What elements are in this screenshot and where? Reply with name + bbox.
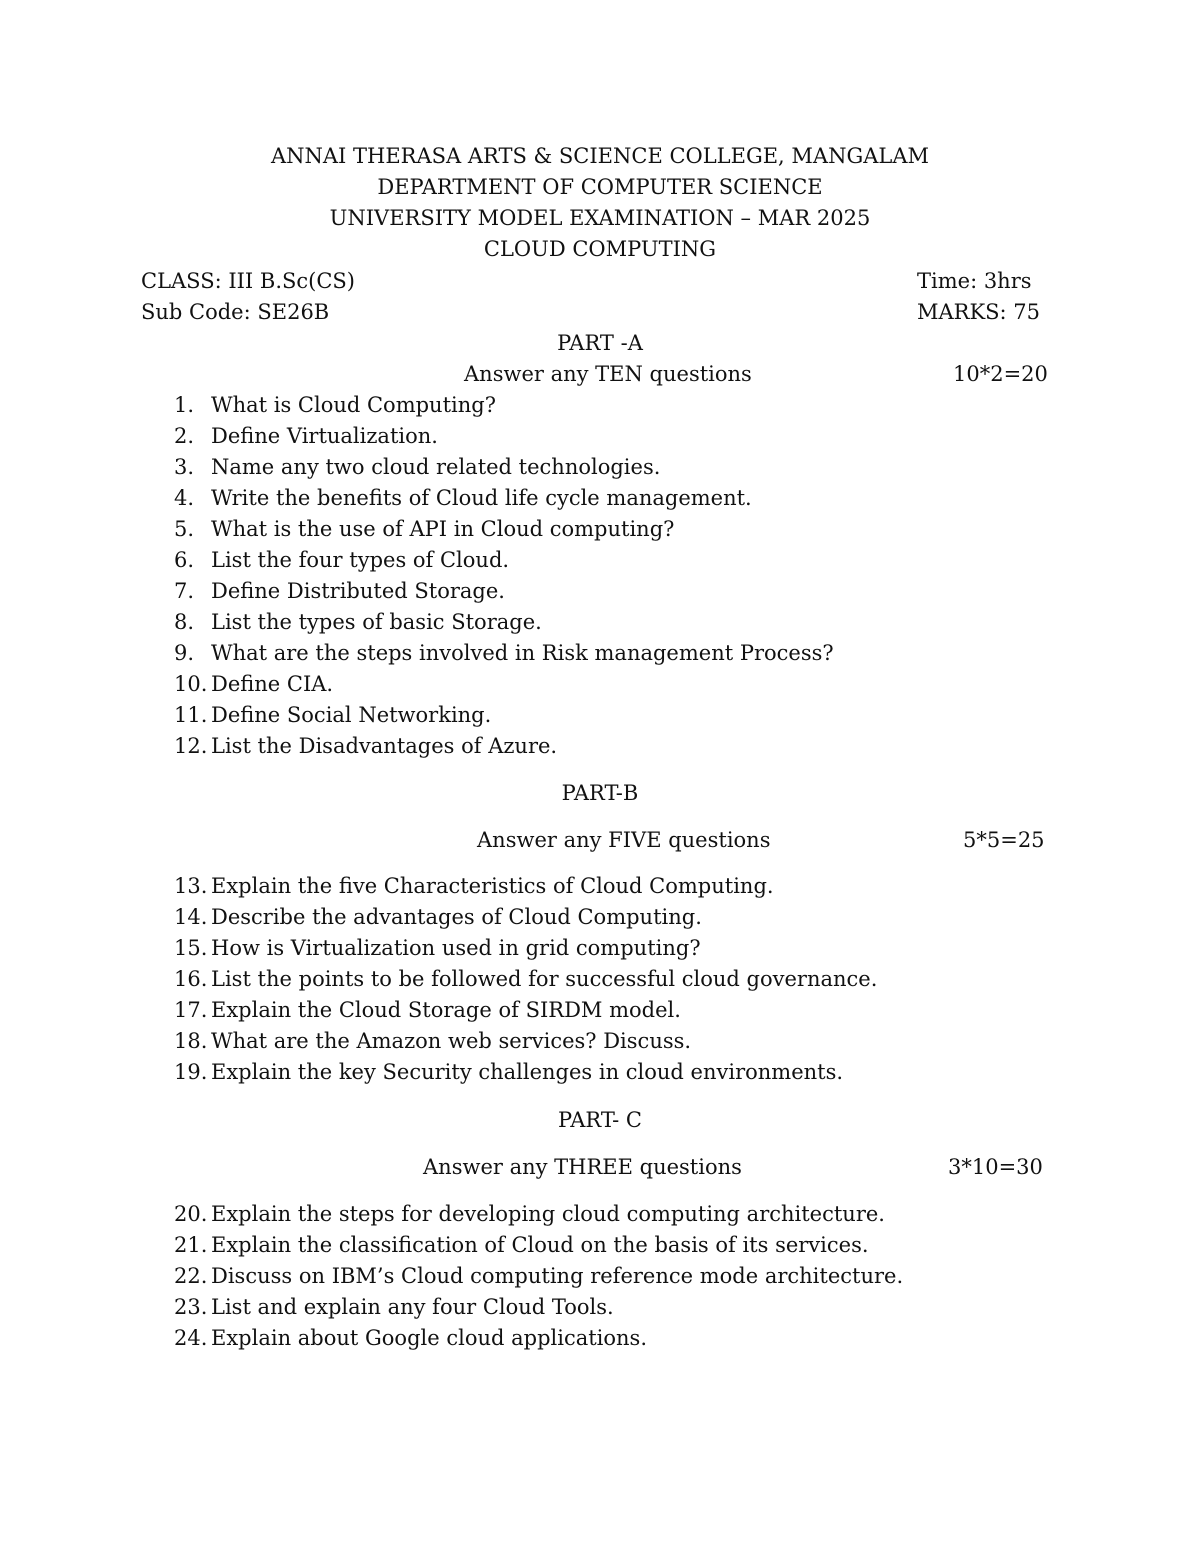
question-number: 5. bbox=[174, 517, 195, 541]
question-item bbox=[174, 1230, 869, 1261]
question-number: 9. bbox=[174, 641, 195, 665]
sub-code-label: Sub Code: SE26B bbox=[141, 300, 330, 324]
question-item bbox=[174, 1026, 691, 1057]
question-number: 23. bbox=[174, 1295, 208, 1319]
part-b-instruction: Answer any FIVE questions bbox=[477, 828, 771, 852]
question-text: List the four types of Cloud. bbox=[211, 548, 510, 572]
question-text: What is Cloud Computing? bbox=[211, 393, 496, 417]
part-a-marks: 10*2=20 bbox=[953, 362, 1048, 386]
question-number: 8. bbox=[174, 610, 195, 634]
question-text: Explain the steps for developing cloud computing architecture. bbox=[211, 1202, 885, 1226]
question-text: Explain the five Characteristics of Cloud Computing. bbox=[211, 874, 774, 898]
question-text: Explain the Cloud Storage of SIRDM model. bbox=[211, 998, 681, 1022]
question-item bbox=[174, 607, 542, 638]
question-text: Define Social Networking. bbox=[211, 703, 492, 727]
question-text: Define CIA. bbox=[211, 672, 334, 696]
question-item bbox=[174, 421, 438, 452]
question-number: 1. bbox=[174, 393, 195, 417]
question-text: List the Disadvantages of Azure. bbox=[211, 734, 558, 758]
question-number: 19. bbox=[174, 1060, 208, 1084]
time-label: Time: 3hrs bbox=[917, 269, 1032, 293]
department-name: DEPARTMENT OF COMPUTER SCIENCE bbox=[377, 175, 823, 199]
question-text: Define Distributed Storage. bbox=[211, 579, 505, 603]
question-text: Name any two cloud related technologies. bbox=[211, 455, 661, 479]
question-number: 4. bbox=[174, 486, 195, 510]
question-text: Write the benefits of Cloud life cycle management. bbox=[211, 486, 752, 510]
question-text: Define Virtualization. bbox=[211, 424, 438, 448]
question-text: List the points to be followed for successful cloud governance. bbox=[211, 967, 878, 991]
question-number: 7. bbox=[174, 579, 195, 603]
question-number: 15. bbox=[174, 936, 208, 960]
question-item bbox=[174, 871, 774, 902]
question-item bbox=[174, 964, 877, 995]
question-text: How is Virtualization used in grid computing? bbox=[211, 936, 701, 960]
question-item bbox=[174, 700, 491, 731]
question-item bbox=[174, 995, 681, 1026]
question-number: 20. bbox=[174, 1202, 208, 1226]
question-text: Describe the advantages of Cloud Computing. bbox=[211, 905, 702, 929]
part-c-title: PART- C bbox=[558, 1108, 642, 1132]
question-item bbox=[174, 638, 834, 669]
question-number: 17. bbox=[174, 998, 208, 1022]
part-c-instruction: Answer any THREE questions bbox=[423, 1155, 742, 1179]
question-item bbox=[174, 514, 674, 545]
question-text: List and explain any four Cloud Tools. bbox=[211, 1295, 614, 1319]
question-text: What is the use of API in Cloud computing? bbox=[211, 517, 675, 541]
college-name: ANNAI THERASA ARTS & SCIENCE COLLEGE, MANGALAM bbox=[270, 144, 930, 168]
question-number: 24. bbox=[174, 1326, 208, 1350]
question-number: 6. bbox=[174, 548, 195, 572]
question-item bbox=[174, 545, 509, 576]
question-item bbox=[174, 576, 505, 607]
question-number: 14. bbox=[174, 905, 208, 929]
question-item bbox=[174, 933, 701, 964]
part-a-instruction: Answer any TEN questions bbox=[464, 362, 752, 386]
question-text: What are the steps involved in Risk management Process? bbox=[211, 641, 834, 665]
question-number: 10. bbox=[174, 672, 208, 696]
question-text: Explain about Google cloud applications. bbox=[211, 1326, 647, 1350]
question-item bbox=[174, 902, 702, 933]
question-number: 13. bbox=[174, 874, 208, 898]
question-number: 2. bbox=[174, 424, 195, 448]
question-number: 12. bbox=[174, 734, 208, 758]
question-item bbox=[174, 452, 660, 483]
class-label: CLASS: III B.Sc(CS) bbox=[141, 269, 355, 293]
subject-title: CLOUD COMPUTING bbox=[483, 237, 717, 261]
question-number: 16. bbox=[174, 967, 208, 991]
question-item bbox=[174, 1261, 903, 1292]
question-number: 21. bbox=[174, 1233, 208, 1257]
question-item bbox=[174, 669, 333, 700]
question-text: Explain the key Security challenges in cloud environments. bbox=[211, 1060, 844, 1084]
part-b-marks: 5*5=25 bbox=[963, 828, 1045, 852]
question-item bbox=[174, 390, 496, 421]
question-item bbox=[174, 1292, 614, 1323]
question-item bbox=[174, 1323, 647, 1354]
question-number: 3. bbox=[174, 455, 195, 479]
question-text: What are the Amazon web services? Discuss. bbox=[211, 1029, 692, 1053]
question-text: Discuss on IBM’s Cloud computing reference mode architecture. bbox=[211, 1264, 904, 1288]
question-number: 18. bbox=[174, 1029, 208, 1053]
question-item bbox=[174, 1199, 885, 1230]
question-item bbox=[174, 483, 752, 514]
question-number: 22. bbox=[174, 1264, 208, 1288]
question-item bbox=[174, 731, 557, 762]
question-text: Explain the classification of Cloud on the basis of its services. bbox=[211, 1233, 869, 1257]
part-c-marks: 3*10=30 bbox=[948, 1155, 1043, 1179]
exam-title: UNIVERSITY MODEL EXAMINATION – MAR 2025 bbox=[329, 206, 871, 230]
question-number: 11. bbox=[174, 703, 208, 727]
part-b-title: PART-B bbox=[561, 781, 639, 805]
marks-label: MARKS: 75 bbox=[917, 300, 1041, 324]
question-item bbox=[174, 1057, 843, 1088]
part-a-title: PART -A bbox=[557, 331, 643, 355]
question-text: List the types of basic Storage. bbox=[211, 610, 542, 634]
